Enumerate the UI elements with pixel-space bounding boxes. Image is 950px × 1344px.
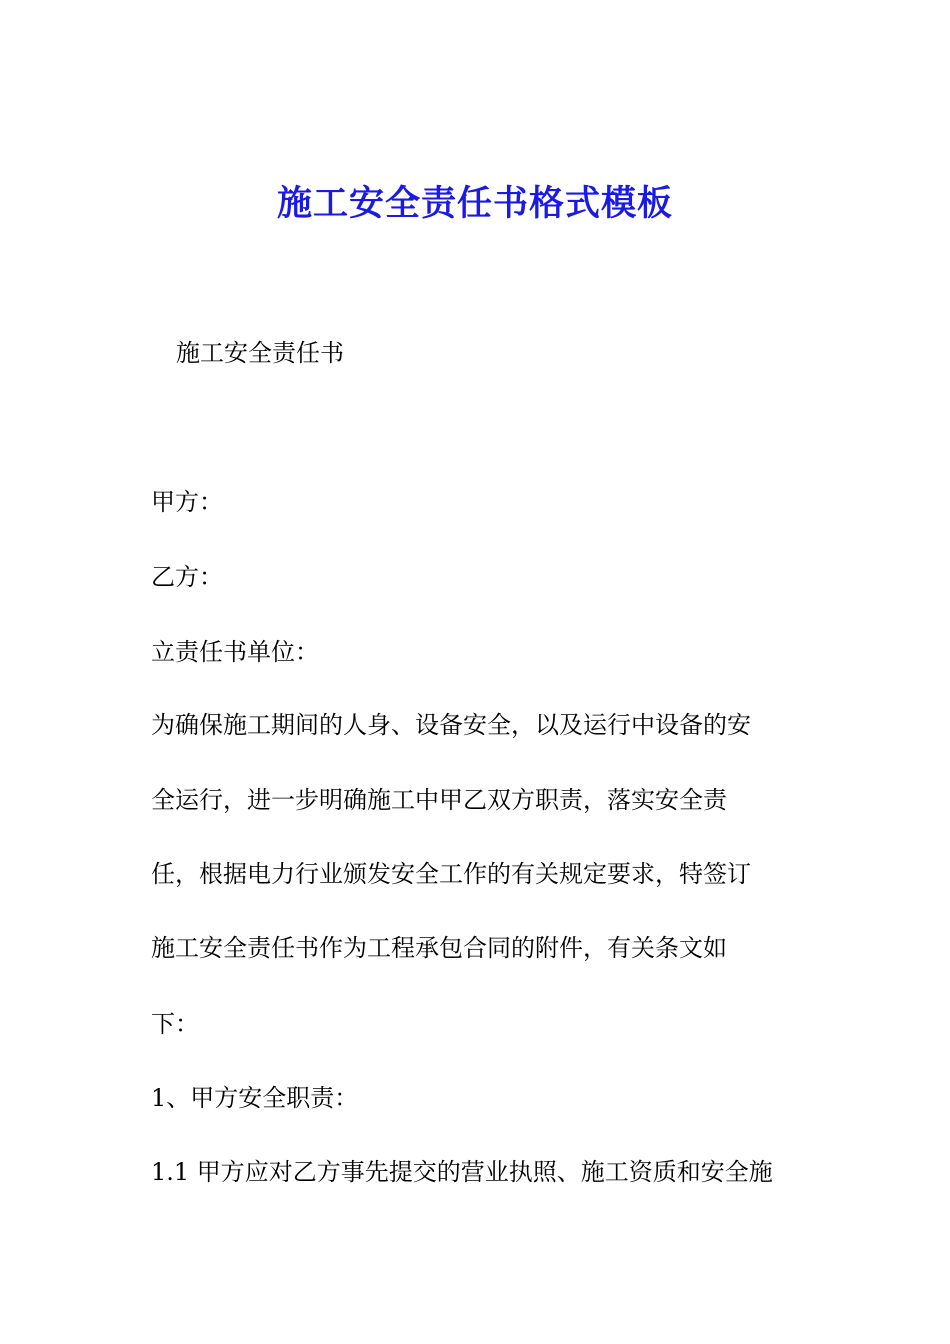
party-a-line: 甲方： — [151, 488, 223, 516]
body-paragraph-line: 下： — [151, 1010, 199, 1038]
document-title: 施工安全责任书格式模板 — [276, 183, 673, 224]
party-b-line: 乙方： — [151, 563, 223, 591]
section-heading: 1、甲方安全职责： — [151, 1084, 359, 1112]
document-subtitle: 施工安全责任书 — [176, 339, 344, 367]
body-paragraph-line: 施工安全责任书作为工程承包合同的附件，有关条文如 — [151, 934, 727, 962]
clause-line: 1.1 甲方应对乙方事先提交的营业执照、施工资质和安全施 — [151, 1158, 773, 1186]
body-paragraph-line: 为确保施工期间的人身、设备安全，以及运行中设备的安 — [151, 711, 751, 739]
body-paragraph-line: 任，根据电力行业颁发安全工作的有关规定要求，特签订 — [151, 860, 751, 888]
body-paragraph-line: 全运行，进一步明确施工中甲乙双方职责，落实安全责 — [151, 786, 727, 814]
issuing-unit-line: 立责任书单位： — [151, 638, 319, 666]
